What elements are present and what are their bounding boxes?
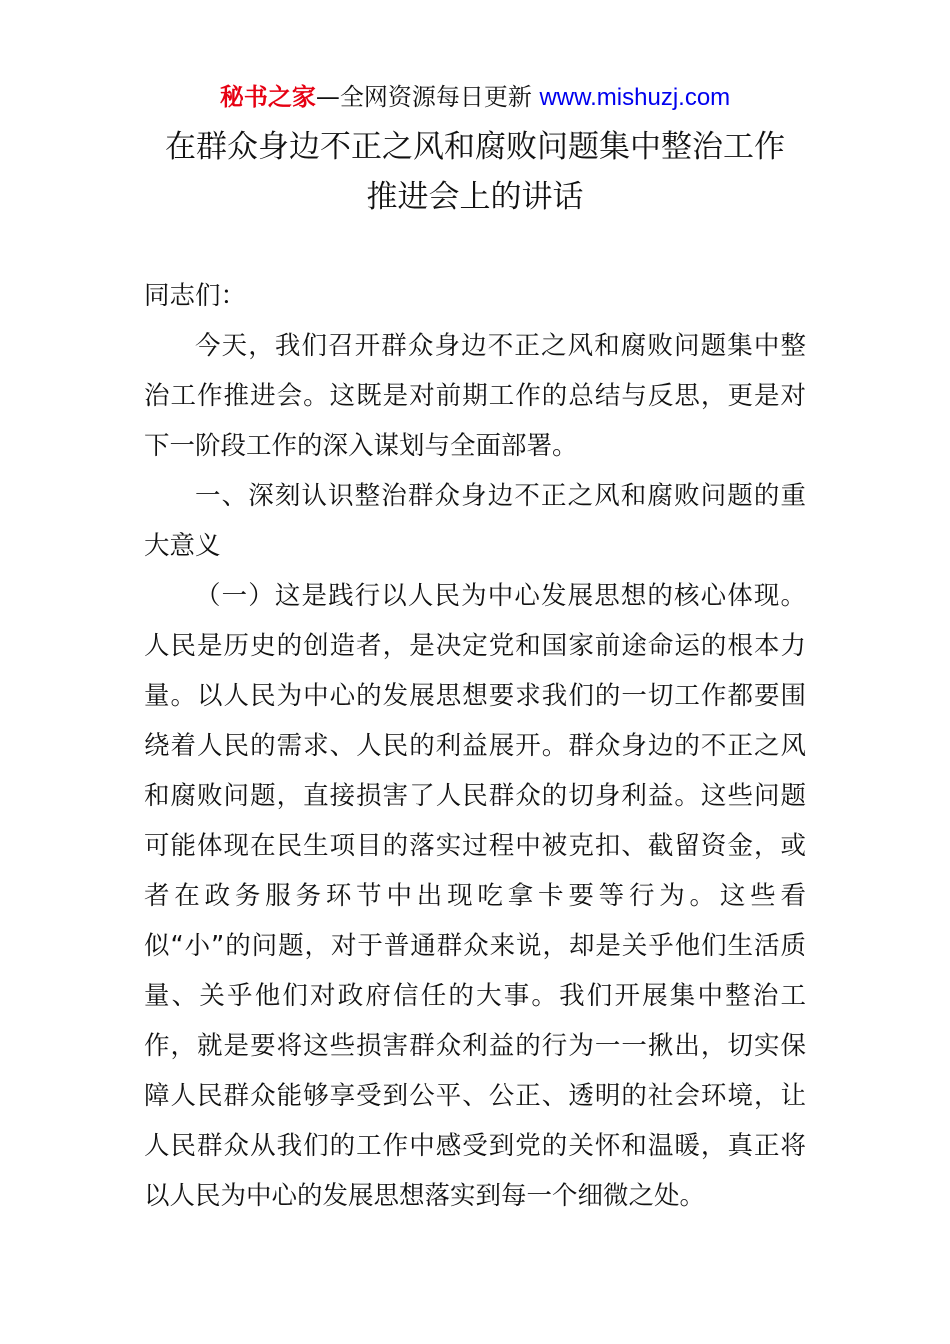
site-tagline: —全网资源每日更新 xyxy=(315,83,532,111)
paragraph-intro: 今天，我们召开群众身边不正之风和腐败问题集中整治工作推进会。这既是对前期工作的总结与反思，更是对下一阶段工作的深入谋划与全面部署。 xyxy=(144,331,806,461)
document-body xyxy=(144,271,806,1221)
section-heading-1: 一、深刻认识整治群众身边不正之风和腐败问题的重大意义 xyxy=(144,481,806,561)
document-title-line-2: 推进会上的讲话 xyxy=(366,179,584,215)
paragraph-subsection-1: （一）这是践行以人民为中心发展思想的核心体现。人民是历史的创造者，是决定党和国家前途命运的根本力量。以人民为中心的发展思想要求我们的一切工作都要围绕着人民的需求、人民的利益展开。群众身边的不正之风和腐败问题，直接损害了人民群众的切身利益。这些问题可能体现在民生项目的落实过程中被克扣、截留资金，或者在政务服务环节中出现吃拿卡要等行为。这些看似“小”的问题，对于普通群众来说，却是关乎他们生活质量、关乎他们对政府信任的大事。我们开展集中整治工作，就是要将这些损害群众利益的行为一一揪出，切实保障人民群众能够享受到公平、公正、透明的社会环境，让人民群众从我们的工作中感受到党的关怀和温暖，真正将以人民为中心的发展思想落实到每一个细微之处。 xyxy=(144,581,806,1211)
site-header xyxy=(0,80,950,115)
document-title-line-1: 在群众身边不正之风和腐败问题集中整治工作 xyxy=(165,129,785,165)
salutation: 同志们： xyxy=(144,281,247,311)
site-brand: 秘书之家 xyxy=(219,83,316,111)
site-url-link[interactable]: www.mishuzj.com xyxy=(539,84,731,111)
